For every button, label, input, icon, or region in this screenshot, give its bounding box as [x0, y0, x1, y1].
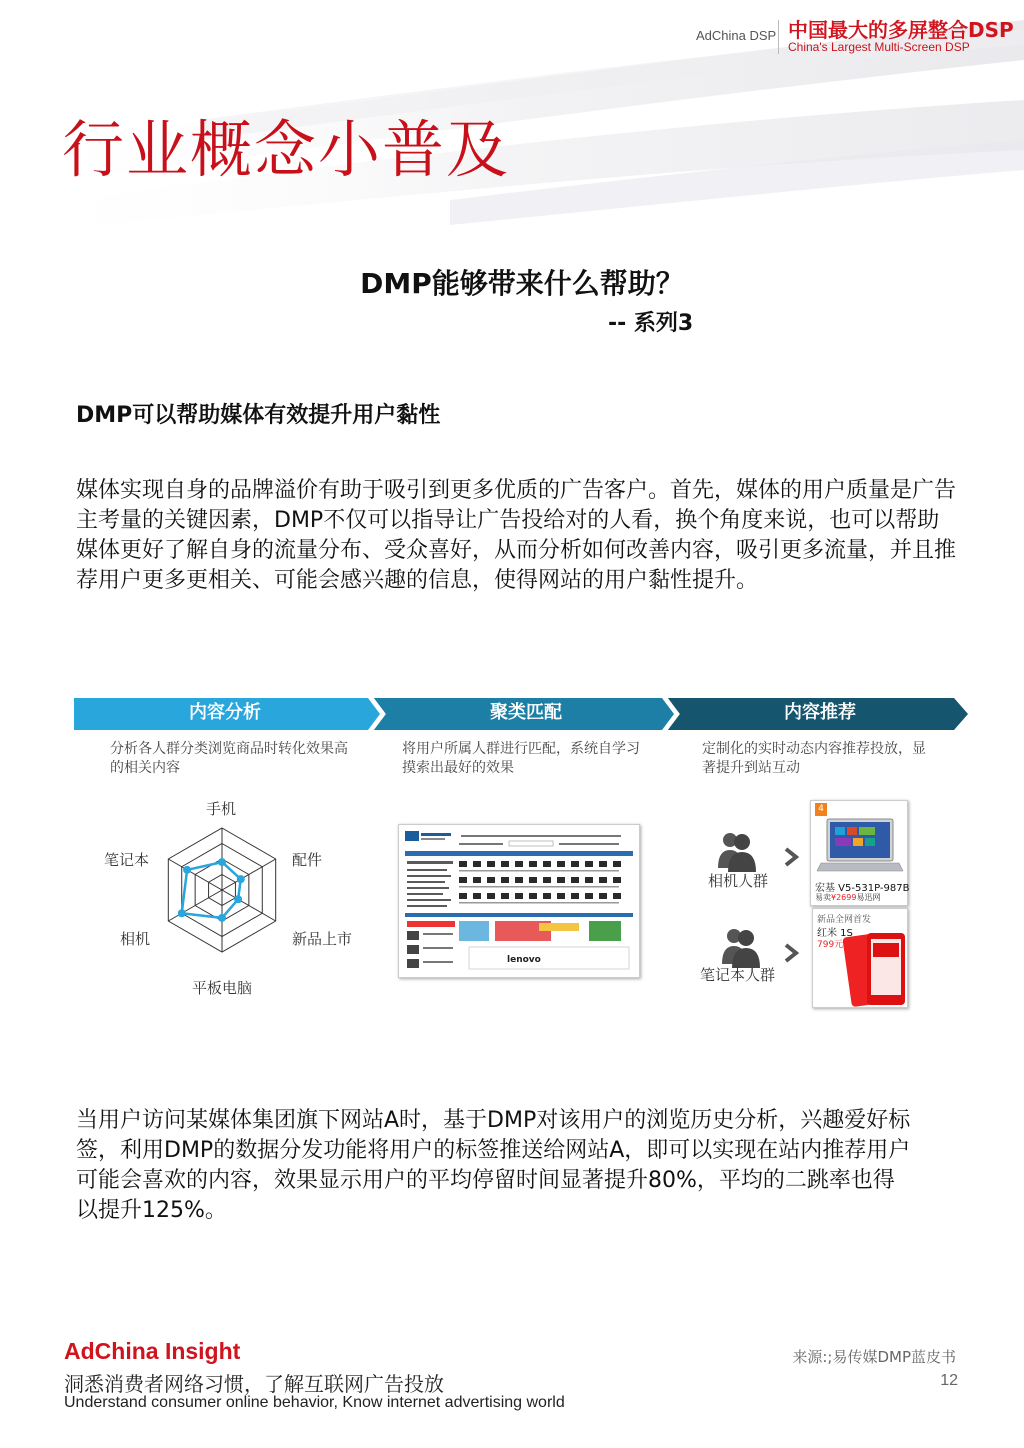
website-screenshot [398, 824, 640, 978]
series-label: -- 系列3 [608, 311, 694, 336]
radar-data-point-4 [178, 909, 186, 917]
page-title: 行业概念小普及 [62, 113, 511, 186]
footer-brand: AdChina Insight [64, 1338, 241, 1364]
page-number: 12 [940, 1372, 958, 1389]
chevron-right-icon [782, 846, 800, 868]
website-thumbnail-graphic [399, 825, 639, 977]
step-2-label: 聚类匹配 [490, 702, 562, 723]
radar-label-phone: 手机 [206, 800, 237, 818]
phone-image [843, 931, 907, 1007]
product-card-phone [812, 908, 908, 1008]
footer-slogan-english: Understand consumer online behavior, Know internet advertising world [64, 1394, 565, 1411]
tagline-english: China's Largest Multi-Screen DSP [788, 40, 970, 54]
step-2-description: 将用户所属人群进行匹配，系统自学习摸索出最好的效果 [402, 741, 640, 776]
radar-data-point-0 [218, 858, 226, 866]
radar-chart [150, 810, 300, 980]
laptop-product-name: 宏基 V5-531P-987B [815, 883, 910, 894]
radar-label-tablet: 平板电脑 [192, 979, 253, 997]
footer-slogan-chinese: 洞悉消费者网络习惯，了解互联网广告投放 [64, 1372, 444, 1396]
lenovo-logo: lenovo [507, 955, 541, 965]
radar-label-new-products: 新品上市 [292, 930, 353, 948]
notebook-group-label: 笔记本人群 [700, 966, 776, 984]
phone-header-text: 新品全网首发 [817, 915, 872, 925]
laptop-price-line: 易卖¥2699易迅网 [815, 893, 881, 902]
laptop-image [817, 817, 903, 875]
laptop-store-note: 易迅网 [856, 893, 881, 902]
radar-data-point-3 [218, 914, 226, 922]
step-1-description: 分析各人群分类浏览商品时转化效果高的相关内容 [110, 741, 348, 776]
brand-name-small: AdChina DSP [696, 28, 777, 43]
product-rank-badge: 4 [815, 803, 827, 816]
step-3-description: 定制化的实时动态内容推荐投放，显著提升到站互动 [702, 741, 926, 776]
phone-price: 799元 [817, 940, 844, 950]
intro-paragraph: 媒体实现自身的品牌溢价有助于吸引到更多优质的广告客户。首先，媒体的用户质量是广告主考量的关键因素，DMP不仅可以指导让广告投给对的人看，换个角度来说，也可以帮助媒体更好了解自身的流量分布、受众喜好，从而分析如何改善内容，吸引更多流量，并且推荐用户更多更相关、可能会感兴趣的信息，使得网站的用户黏性提升。 [76, 478, 957, 593]
step-1-label: 内容分析 [189, 702, 261, 723]
source-citation: 来源:;易传媒DMP蓝皮书 [792, 1348, 956, 1366]
laptop-price: ¥2699 [831, 893, 857, 902]
notebook-group-people-icon [720, 926, 766, 968]
radar-label-camera: 相机 [120, 930, 151, 948]
radar-label-notebook: 笔记本 [104, 851, 150, 869]
camera-group-label: 相机人群 [708, 872, 769, 890]
radar-label-accessories: 配件 [292, 851, 323, 869]
chevron-right-icon [782, 942, 800, 964]
product-card-laptop [810, 800, 908, 906]
section-heading: DMP可以帮助媒体有效提升用户黏性 [76, 403, 441, 428]
phone-product-name: 红米 1S [817, 928, 853, 939]
step-3-label: 内容推荐 [784, 702, 856, 723]
result-paragraph: 当用户访问某媒体集团旗下网站A时，基于DMP对该用户的浏览历史分析，兴趣爱好标签，利用DMP的数据分发功能将用户的标签推送给网站A，即可以实现在站内推荐用户可能会喜欢的内容，效果显示用户的平均停留时间显著提升80%，平均的二跳率也得以提升125%。 [76, 1108, 911, 1223]
tagline-chinese: 中国最大的多屏整合DSP [788, 18, 1014, 42]
radar-data-point-2 [234, 895, 242, 903]
radar-data-point-5 [183, 866, 191, 874]
header-divider [778, 20, 779, 54]
camera-group-people-icon [716, 830, 762, 872]
radar-data-point-1 [237, 875, 245, 883]
article-subtitle: DMP能够带来什么帮助？ [360, 267, 684, 300]
